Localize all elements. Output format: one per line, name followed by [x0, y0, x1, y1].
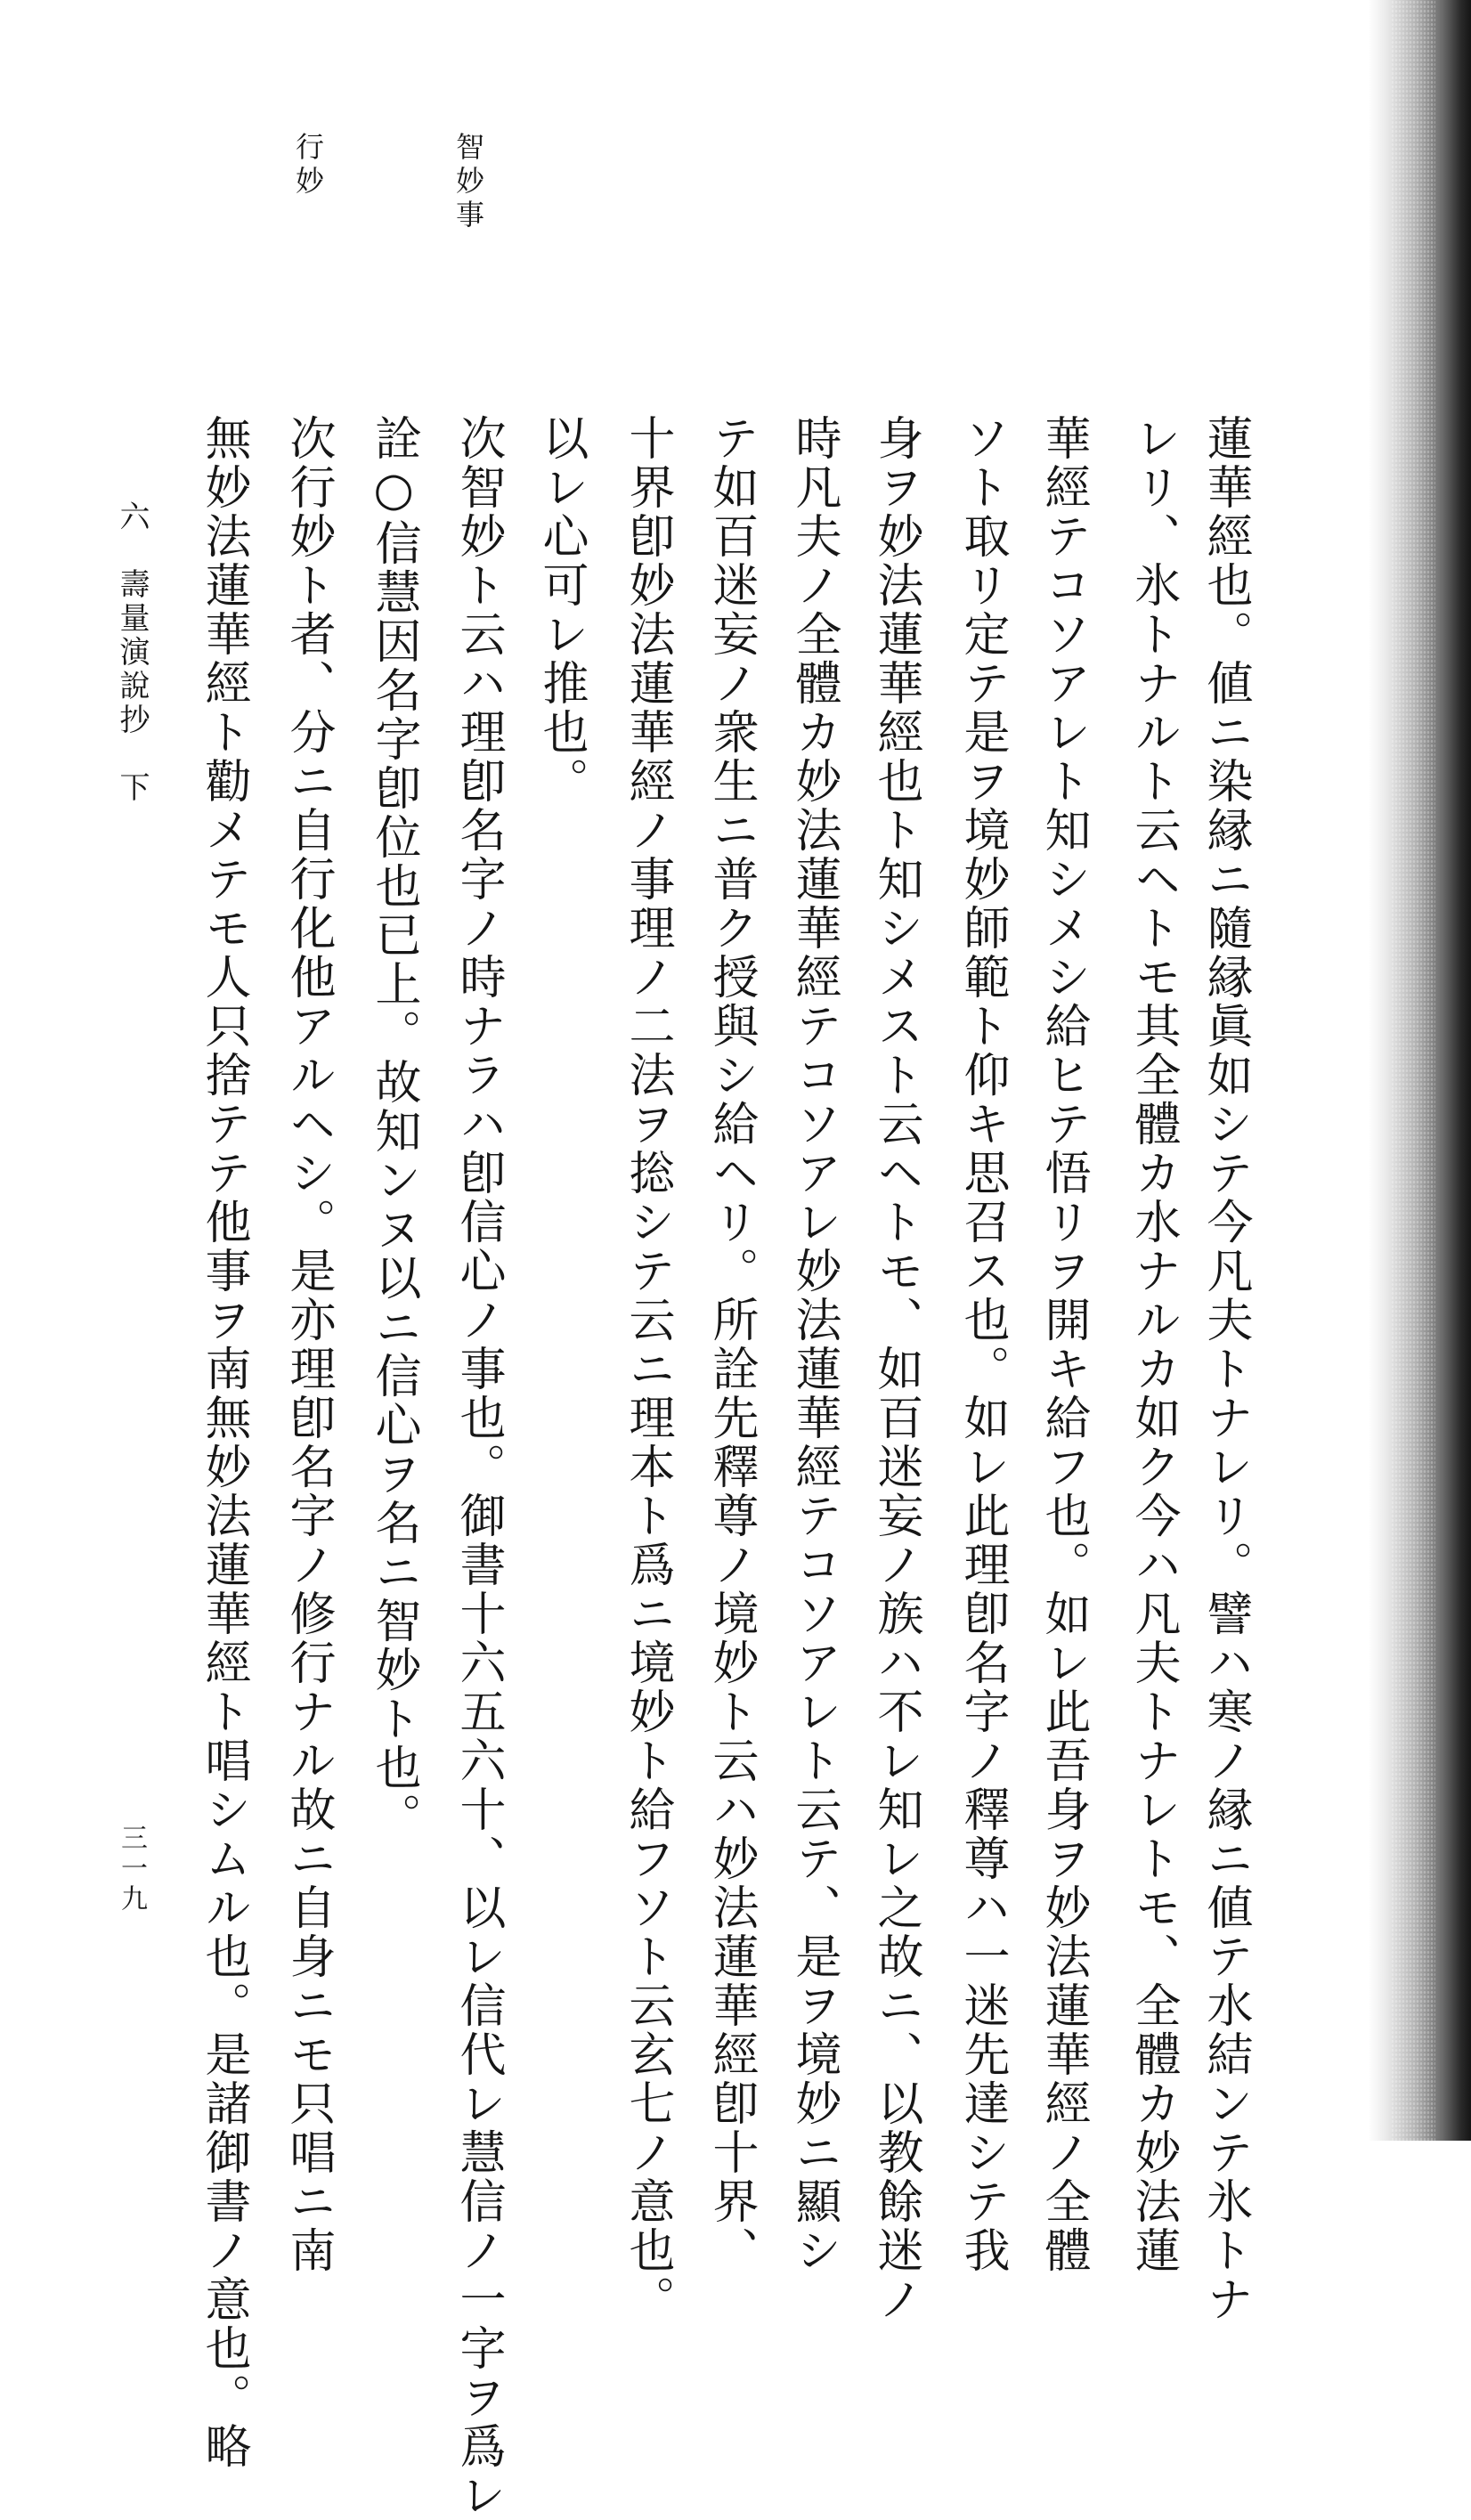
- gutter-halftone: [1391, 0, 1435, 2141]
- body-line: ソト取リ定テ是ヲ境妙師範ト仰キ思召ス也。如レ此理卽名字ノ釋尊ハ一迷先達シテ我: [955, 414, 1009, 2275]
- body-line: 詮○信慧因名字卽位也已上。故知ンヌ以ニ信心ヲ名ニ智妙ト也。: [367, 414, 420, 1841]
- running-head: 六 壽量演說抄 下: [114, 500, 150, 805]
- body-line: 以レ心可レ推也。: [534, 414, 588, 806]
- body-line: レリ、氷トナルト云ヘトモ其全體カ水ナルカ如ク今ハ凡夫トナレトモ、全體カ妙法蓮: [1126, 414, 1180, 2275]
- body-line: 華經テコソアレト知シメシ給ヒテ悟リヲ開キ給フ也。如レ此吾身ヲ妙法蓮華經ノ全體: [1036, 414, 1090, 2275]
- body-line: 蓮華經也。値ニ染縁ニ隨縁眞如シテ今凡夫トナレリ。譬ハ寒ノ縁ニ値テ水結ンテ氷トナ: [1199, 414, 1252, 2324]
- body-line: 十界卽妙法蓮華經ノ事理ノ二法ヲ捴シテ云ニ理本ト爲ニ境妙ト給フソト云玄七ノ意也。: [621, 414, 674, 2324]
- body-line: 時凡夫ノ全體カ妙法蓮華經テコソアレ妙法蓮華經テコソアレト云テ、是ヲ境妙ニ顯シ: [787, 414, 841, 2275]
- body-line: 身ヲ妙法蓮華經也ト知シメスト云ヘトモ、如百迷妄ノ族ハ不レ知レ之故ニ、以教餘迷ノ: [869, 414, 922, 2324]
- page-number: 三一九: [116, 1824, 147, 1914]
- body-line: 次行妙ト者、分ニ自行化他アルヘシ。是亦理卽名字ノ修行ナル故ニ自身ニモ只唱ニ南: [281, 414, 335, 2275]
- body-line: テ如百迷妄ノ衆生ニ普ク授與シ給ヘリ。所詮先釋尊ノ境妙ト云ハ妙法蓮華經卽十界、: [704, 414, 758, 2275]
- marginal-note-chimyo: 智妙事: [451, 132, 485, 233]
- marginal-note-gyomyo: 行妙: [291, 132, 325, 199]
- body-line: 無妙法蓮華經ト勸メテモ人只捨テテ他事ヲ南無妙法蓮華經ト唱シムル也。是諸御書ノ意也。略: [197, 414, 250, 2471]
- body-line: 次智妙ト云ハ理卽名字ノ時ナラハ卽信心ノ事也。御書十六五六十、以レ信代レ慧信ノ一字ヲ爲レ: [451, 414, 505, 2520]
